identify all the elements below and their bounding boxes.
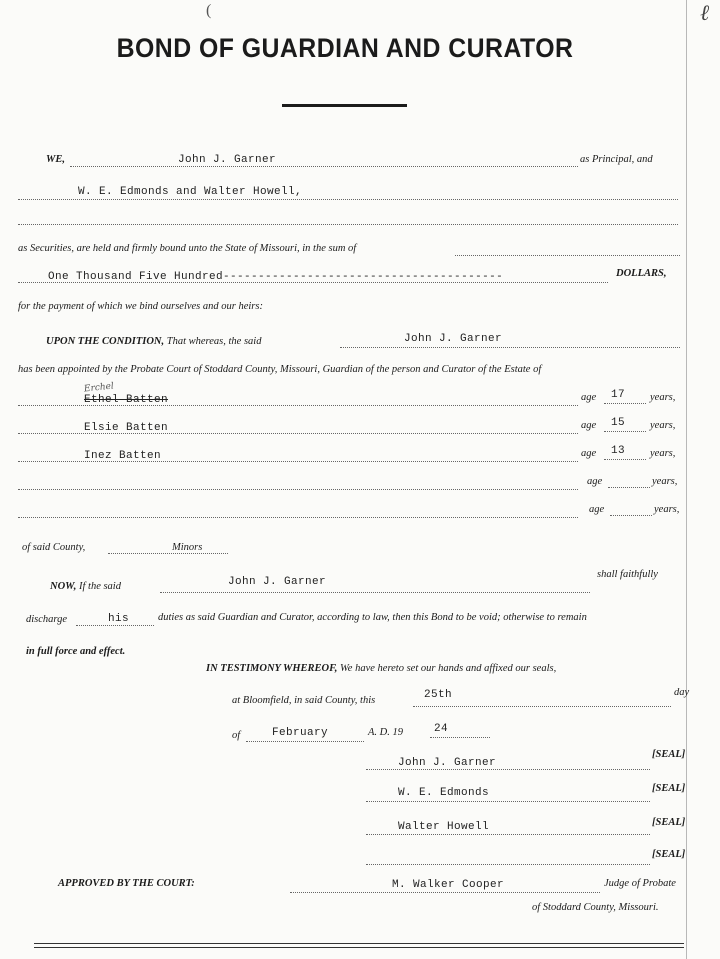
amount-words: One Thousand Five Hundred---------------------------------------- — [48, 271, 504, 283]
seal-label-2: [SEAL] — [652, 783, 686, 794]
pen-tick-mark: ( — [206, 2, 212, 19]
minor-age-2: 15 — [611, 417, 626, 429]
day-value: 25th — [424, 689, 453, 701]
age-line-2 — [604, 431, 646, 432]
now-text: If the said — [78, 581, 121, 592]
of-label: of — [232, 730, 241, 741]
securities-line — [18, 199, 678, 200]
minors-label: Minors — [172, 542, 203, 553]
minor-line-4 — [18, 489, 578, 490]
testimony-text: We have hereto set our hands and affixed our seals, — [340, 663, 557, 674]
age-label-4: age — [587, 476, 603, 487]
minor-name-2: Elsie Batten — [84, 422, 169, 434]
minor-name-1: Ethel Batten — [84, 394, 169, 406]
now-name: John J. Garner — [228, 576, 327, 588]
signature-line-4 — [366, 864, 650, 865]
minor-age-3: 13 — [611, 445, 626, 457]
securities-text: as Securities, are held and firmly bound unto the State of Missouri, in the sum of — [18, 243, 357, 254]
signature-line-2 — [366, 801, 650, 802]
age-label-2: age — [581, 420, 597, 431]
handwritten-correction: Erchel — [83, 381, 115, 395]
now-sentence — [50, 581, 121, 592]
age-label-1: age — [581, 392, 597, 403]
we-label: WE, — [46, 154, 65, 165]
year-value: 24 — [434, 723, 449, 735]
sum-line — [455, 255, 680, 256]
securities-names: W. E. Edmonds and Walter Howell, — [78, 186, 303, 198]
judge-county: of Stoddard County, Missouri. — [532, 902, 659, 913]
testimony-sentence — [206, 663, 556, 674]
minor-age-1: 17 — [611, 389, 626, 401]
as-principal-label: as Principal, and — [580, 154, 653, 165]
condition-text: That whereas, the said — [166, 336, 262, 347]
signature-2: W. E. Edmonds — [398, 787, 490, 799]
duties-text: duties as said Guardian and Curator, according to law, then this Bond to be void; otherwise to remain — [158, 612, 587, 623]
bottom-rule-2 — [34, 947, 684, 948]
seal-label-3: [SEAL] — [652, 817, 686, 828]
dollars-label: DOLLARS, — [616, 268, 667, 279]
document-title: BOND OF GUARDIAN AND CURATOR — [116, 33, 574, 63]
bottom-rule — [34, 943, 684, 944]
minor-line-5 — [18, 517, 578, 518]
years-label-2: years, — [650, 420, 676, 431]
seal-label-1: [SEAL] — [652, 749, 686, 760]
county-line — [108, 553, 228, 554]
full-force-text: in full force and effect. — [26, 646, 126, 657]
appointed-text: has been appointed by the Probate Court of Stoddard County, Missouri, Guardian of the person and Curator of the Estate of — [18, 364, 542, 375]
page-edge — [686, 0, 687, 959]
age-line-1 — [604, 403, 646, 404]
signature-line-3 — [366, 834, 650, 835]
minor-name-3: Inez Batten — [84, 450, 162, 462]
age-label-5: age — [589, 504, 605, 515]
years-label-3: years, — [650, 448, 676, 459]
month-value: February — [272, 727, 329, 739]
month-line — [246, 741, 364, 742]
age-line-5 — [610, 515, 652, 516]
at-bloomfield-text: at Bloomfield, in said County, this — [232, 695, 376, 706]
discharge-label: discharge — [26, 614, 68, 625]
principal-line — [70, 166, 578, 167]
shall-faithfully: shall faithfully — [597, 569, 658, 580]
now-label: NOW, — [50, 581, 77, 592]
securities-line-2 — [18, 224, 678, 225]
day-label: day — [674, 687, 690, 698]
of-said-county: of said County, — [22, 542, 86, 553]
seal-label-4: [SEAL] — [652, 849, 686, 860]
age-line-3 — [604, 459, 646, 460]
ad-label: A. D. 19 — [368, 727, 403, 738]
judge-line — [290, 892, 600, 893]
testimony-label: IN TESTIMONY WHEREOF, — [206, 663, 338, 674]
condition-line — [340, 347, 680, 348]
years-label-5: years, — [654, 504, 680, 515]
judge-title: Judge of Probate — [604, 878, 676, 889]
signature-line-1 — [366, 769, 650, 770]
age-line-4 — [608, 487, 650, 488]
corner-pen-mark: ℓ — [700, 0, 710, 25]
years-label-1: years, — [650, 392, 676, 403]
payment-text: for the payment of which we bind ourselves and our heirs: — [18, 301, 263, 312]
signature-3: Walter Howell — [398, 821, 490, 833]
condition-sentence — [46, 336, 261, 347]
condition-name: John J. Garner — [404, 333, 503, 345]
principal-name: John J. Garner — [178, 154, 277, 166]
now-line — [160, 592, 590, 593]
judge-name: M. Walker Cooper — [392, 879, 505, 891]
year-line — [430, 737, 490, 738]
years-label-4: years, — [652, 476, 678, 487]
his-line — [76, 625, 154, 626]
title-underline — [282, 104, 407, 107]
approved-label: APPROVED BY THE COURT: — [58, 878, 195, 889]
his-word: his — [108, 613, 130, 625]
signature-1: John J. Garner — [398, 757, 497, 769]
age-label-3: age — [581, 448, 597, 459]
condition-label: UPON THE CONDITION, — [46, 336, 165, 347]
day-line — [413, 706, 671, 707]
